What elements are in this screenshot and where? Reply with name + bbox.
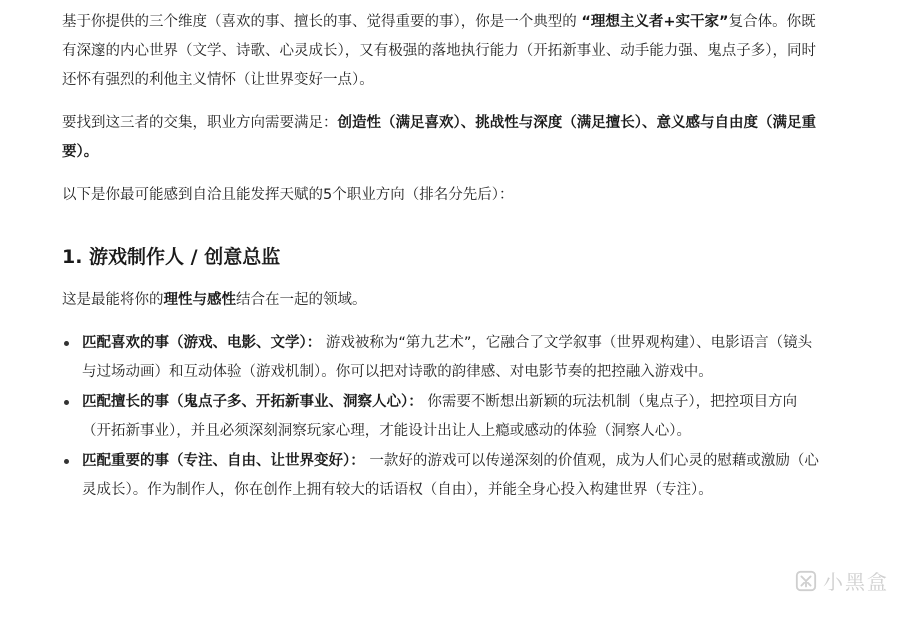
section-intro-text-1: 这是最能将你的 (62, 292, 164, 308)
bullet-label: 匹配喜欢的事（游戏、电影、文学）： (82, 335, 322, 351)
bullet-dot (64, 459, 69, 464)
heybox-watermark (795, 566, 889, 595)
section-intro-bold: 理性与感性 (163, 292, 236, 308)
section-heading: 1. 游戏制作人 / 创意总监 (62, 246, 281, 268)
bullet-text: 你需要不断想出新颖的玩法机制（鬼点子），把控项目方向（开拓新事业），并且必须深刻洞察玩家心理，才能设计出让人上瘾或感动的体验（洞察人心）。 (82, 394, 798, 439)
intro-paragraph (62, 8, 822, 95)
bullet-label: 匹配擅长的事（鬼点子多、开拓新事业、洞察人心）： (82, 394, 423, 410)
bullet-label: 匹配重要的事（专注、自由、让世界变好）： (82, 453, 365, 469)
list-item (62, 329, 822, 387)
intro-text-2: 复合体。你既有深邃的内心世界（文学、诗歌、心灵成长），又有极强的落地执行能力（开拓新事业、动手能力强、鬼点子多），同时还怀有强烈的利他主义情怀（让世界变好一点）。 (62, 14, 816, 88)
list-intro-paragraph: 以下是你最可能感到自洽且能发挥天赋的5个职业方向（排名分先后）： (62, 187, 514, 203)
intersection-bold: 创造性（满足喜欢）、挑战性与深度（满足擅长）、意义感与自由度（满足重要）。 (62, 115, 816, 160)
intro-bold-label: “理想主义者+实干家” (581, 14, 729, 30)
intersection-text: 要找到这三者的交集，职业方向需要满足： (62, 115, 338, 131)
list-item (62, 447, 822, 505)
article-content (62, 8, 822, 506)
bullet-text: 一款好的游戏可以传递深刻的价值观，成为人们心灵的慰藉或激励（心灵成长）。作为制作人，你在创作上拥有较大的话语权（自由），并能全身心投入构建世界（专注）。 (82, 453, 819, 498)
section-intro (62, 286, 822, 315)
section-intro-text-2: 结合在一起的领域。 (236, 292, 367, 308)
bullet-text: 游戏被称为“第九艺术”，它融合了文学叙事（世界观构建）、电影语言（镜头与过场动画）和互动体验（游戏机制）。你可以把对诗歌的韵律感、对电影节奏的把控融入游戏中。 (82, 335, 813, 380)
list-item (62, 388, 822, 446)
intro-text-1: 基于你提供的三个维度（喜欢的事、擅长的事、觉得重要的事），你是一个典型的 (62, 14, 582, 30)
bullet-dot (64, 341, 69, 346)
heybox-logo-icon (795, 570, 817, 592)
match-list (62, 329, 822, 505)
intersection-paragraph (62, 109, 822, 167)
bullet-dot (64, 400, 69, 405)
watermark-text: 小黑盒 (823, 570, 889, 594)
